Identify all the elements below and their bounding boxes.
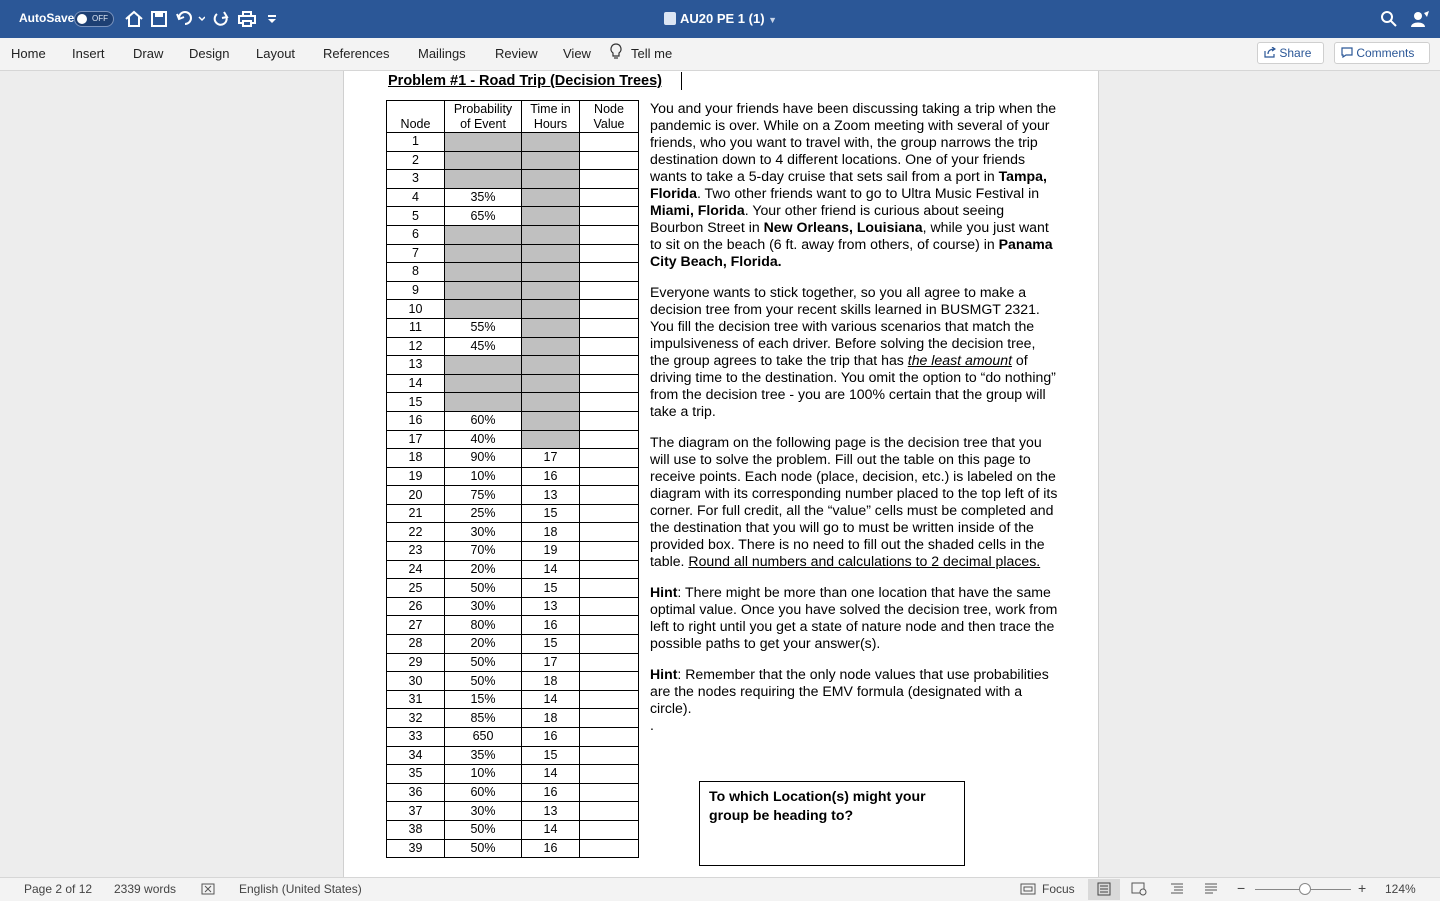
diagram-text: The diagram on the following page is the decision tree that you will use to solve the problem. Fill out the table on this page to receive points. Each node (place, decision, etc.) is labeled on the diagram with its corresponding number placed to the top left of its corner. For full credit, all the “value” cells must be completed and the destination that you will go to must be written inside of the provided box. There is no need to fill out the shaded cells in the table. — [650, 434, 1058, 569]
cell-node: 14 — [387, 374, 445, 393]
cell-probability — [445, 170, 522, 189]
cell-node-value[interactable] — [580, 709, 639, 728]
paragraph-intro — [650, 100, 1058, 270]
header-node: Node — [387, 101, 445, 133]
trailing-period: . — [650, 717, 654, 733]
cell-probability: 25% — [445, 504, 522, 523]
cell-probability — [445, 393, 522, 412]
cell-node-value[interactable] — [580, 504, 639, 523]
cell-node: 19 — [387, 467, 445, 486]
tab-layout[interactable]: Layout — [256, 46, 296, 61]
table-row — [387, 207, 639, 226]
cell-node-value[interactable] — [580, 393, 639, 412]
cell-probability: 50% — [445, 672, 522, 691]
print-icon[interactable] — [237, 9, 257, 29]
answer-box[interactable] — [699, 781, 965, 866]
print-layout-icon[interactable] — [1096, 882, 1112, 896]
paragraph-hint-1 — [650, 584, 1058, 652]
cell-node-value[interactable] — [580, 449, 639, 468]
location-new-orleans: New Orleans, Louisiana — [763, 219, 923, 235]
cell-node: 1 — [387, 133, 445, 152]
cell-time: 15 — [522, 504, 580, 523]
lightbulb-icon — [609, 43, 623, 64]
table-row — [387, 802, 639, 821]
table-row — [387, 263, 639, 282]
table-row — [387, 579, 639, 598]
cell-probability: 650 — [445, 728, 522, 747]
cell-node: 17 — [387, 430, 445, 449]
cell-probability — [445, 151, 522, 170]
table-row — [387, 635, 639, 654]
cell-node: 35 — [387, 765, 445, 784]
location-panama-city: Panama City Beach, Florida. — [650, 236, 1053, 269]
cell-probability: 90% — [445, 449, 522, 468]
cell-node-value[interactable] — [580, 728, 639, 747]
cell-time: 13 — [522, 802, 580, 821]
cell-time: 18 — [522, 709, 580, 728]
cell-time: 19 — [522, 542, 580, 561]
table-row — [387, 188, 639, 207]
cell-probability: 50% — [445, 653, 522, 672]
language[interactable]: English (United States) — [239, 882, 362, 896]
cell-node: 30 — [387, 672, 445, 691]
cell-time — [522, 356, 580, 375]
ribbon — [0, 38, 1440, 71]
toggle-knob — [77, 14, 87, 24]
cell-node: 20 — [387, 486, 445, 505]
table-row — [387, 449, 639, 468]
cell-time: 16 — [522, 467, 580, 486]
cell-time: 13 — [522, 486, 580, 505]
cell-probability: 50% — [445, 579, 522, 598]
tell-me-search[interactable]: Tell me — [631, 46, 673, 61]
cell-time — [522, 393, 580, 412]
share-label: Share — [1279, 46, 1312, 60]
cell-time: 16 — [522, 839, 580, 858]
cell-time — [522, 411, 580, 430]
hint-text-2: : Remember that the only node values that use probabilities are the nodes requiring the EMV formula (designated with a circle). — [650, 666, 1049, 716]
document-heading: Problem #1 - Road Trip (Decision Trees) — [388, 73, 662, 89]
cell-probability: 50% — [445, 820, 522, 839]
cell-time — [522, 318, 580, 337]
autosave-label: AutoSave — [19, 11, 75, 25]
cell-node-value[interactable] — [580, 356, 639, 375]
cell-node: 16 — [387, 411, 445, 430]
cell-time: 18 — [522, 523, 580, 542]
cell-time: 15 — [522, 635, 580, 654]
status-bar — [0, 877, 1440, 901]
table-row — [387, 133, 639, 152]
cell-probability: 60% — [445, 411, 522, 430]
cell-time: 17 — [522, 449, 580, 468]
table-row — [387, 356, 639, 375]
cell-node: 4 — [387, 188, 445, 207]
intro-text-2: . Two other friends want to go to Ultra Music Festival in — [696, 185, 1040, 201]
cell-time — [522, 300, 580, 319]
cell-probability — [445, 374, 522, 393]
cell-node-value[interactable] — [580, 244, 639, 263]
cell-time: 16 — [522, 616, 580, 635]
word-doc-icon — [664, 12, 676, 25]
cell-node: 7 — [387, 244, 445, 263]
tab-draw[interactable]: Draw — [133, 46, 164, 61]
share-button[interactable] — [1257, 42, 1324, 64]
table-row — [387, 597, 639, 616]
comments-label: Comments — [1356, 46, 1415, 60]
cell-node: 37 — [387, 802, 445, 821]
web-layout-icon[interactable] — [1131, 882, 1147, 896]
cell-time: 14 — [522, 765, 580, 784]
table-row — [387, 746, 639, 765]
save-icon[interactable] — [149, 9, 169, 29]
cell-time — [522, 281, 580, 300]
cell-probability: 55% — [445, 318, 522, 337]
cell-node: 36 — [387, 783, 445, 802]
autosave-state: OFF — [92, 14, 108, 23]
tab-mailings[interactable]: Mailings — [418, 46, 466, 61]
proofing-icon[interactable] — [201, 882, 217, 896]
cell-node: 12 — [387, 337, 445, 356]
table-row — [387, 281, 639, 300]
cell-node: 9 — [387, 281, 445, 300]
cell-node-value[interactable] — [580, 225, 639, 244]
cell-node-value[interactable] — [580, 486, 639, 505]
paragraph-hint-2 — [650, 666, 1058, 717]
table-body — [387, 133, 639, 858]
cell-node-value[interactable] — [580, 318, 639, 337]
autosave-toggle[interactable] — [74, 11, 114, 27]
table-row — [387, 523, 639, 542]
cell-node-value[interactable] — [580, 374, 639, 393]
decision-text-2: of driving time to the destination. You omit the option to “do nothing” from the decision tree - you are 100% certain that the group will take a trip. — [650, 352, 1056, 419]
table-row — [387, 560, 639, 579]
focus-icon[interactable] — [1020, 882, 1036, 896]
cell-node: 24 — [387, 560, 445, 579]
cell-probability: 30% — [445, 523, 522, 542]
cell-node: 23 — [387, 542, 445, 561]
table-row — [387, 616, 639, 635]
cell-probability — [445, 225, 522, 244]
intro-text-4: , while you just want to sit on the beach (6 ft. away from others, of course) in — [650, 219, 1049, 252]
cell-time — [522, 188, 580, 207]
undo-icon[interactable] — [175, 9, 205, 29]
cell-node: 10 — [387, 300, 445, 319]
intro-text-3: . Your other friend is curious about seeing Bourbon Street in — [650, 202, 1005, 235]
cell-probability: 35% — [445, 746, 522, 765]
chevron-down-icon: ▼ — [768, 15, 778, 25]
document-title-text: AU20 PE 1 (1) — [680, 11, 765, 26]
cell-node-value[interactable] — [580, 411, 639, 430]
cell-node: 34 — [387, 746, 445, 765]
table-row — [387, 225, 639, 244]
header-node-value: Node Value — [580, 101, 639, 133]
location-tampa: Tampa, Florida — [650, 168, 1047, 201]
header-probability: Probability of Event — [445, 101, 522, 133]
cell-time: 14 — [522, 820, 580, 839]
cell-node: 29 — [387, 653, 445, 672]
answer-prompt: To which Location(s) might your group be heading to? — [709, 788, 926, 823]
cell-node: 22 — [387, 523, 445, 542]
cell-node-value[interactable] — [580, 839, 639, 858]
cell-time: 13 — [522, 597, 580, 616]
hint-text-1: : There might be more than one location that have the same optimal value. Once you have solved the decision tree, work from left to right until you get a state of nature node and then trace the possible paths to get your answer(s). — [650, 584, 1058, 651]
cell-time — [522, 133, 580, 152]
cell-node: 11 — [387, 318, 445, 337]
table-row — [387, 486, 639, 505]
draft-view-icon[interactable] — [1203, 882, 1219, 896]
zoom-slider-thumb[interactable] — [1299, 883, 1311, 895]
cell-probability: 50% — [445, 839, 522, 858]
cell-probability: 80% — [445, 616, 522, 635]
tab-view[interactable]: View — [563, 46, 591, 61]
table-row — [387, 411, 639, 430]
table-row — [387, 430, 639, 449]
table-row — [387, 318, 639, 337]
header-time: Time in Hours — [522, 101, 580, 133]
cell-node-value[interactable] — [580, 542, 639, 561]
cell-node-value[interactable] — [580, 207, 639, 226]
cell-time: 14 — [522, 690, 580, 709]
cell-node-value[interactable] — [580, 523, 639, 542]
table-row — [387, 765, 639, 784]
cell-node-value[interactable] — [580, 672, 639, 691]
cell-probability: 75% — [445, 486, 522, 505]
cell-node-value[interactable] — [580, 170, 639, 189]
cell-node: 13 — [387, 356, 445, 375]
document-page[interactable] — [343, 71, 1099, 877]
cell-time — [522, 207, 580, 226]
cell-probability: 70% — [445, 542, 522, 561]
focus-label[interactable]: Focus — [1042, 882, 1075, 896]
table-row — [387, 709, 639, 728]
table-row — [387, 244, 639, 263]
cell-probability: 10% — [445, 467, 522, 486]
zoom-in-icon[interactable]: + — [1358, 880, 1367, 896]
cell-node-value[interactable] — [580, 635, 639, 654]
cell-probability: 60% — [445, 783, 522, 802]
cell-node: 33 — [387, 728, 445, 747]
decision-text-1: Everyone wants to stick together, so you all agree to make a decision tree from your recent skills learned in BUSMGT 2321. You fill the decision tree with various scenarios that match the impulsiveness of each driver. Before solving the decision tree, the group agrees to take the trip that has — [650, 284, 1040, 368]
cell-node-value[interactable] — [580, 281, 639, 300]
instructions-text — [650, 100, 1058, 734]
tab-insert[interactable]: Insert — [72, 46, 105, 61]
cell-node-value[interactable] — [580, 467, 639, 486]
cell-node-value[interactable] — [580, 151, 639, 170]
tab-references[interactable]: References — [323, 46, 390, 61]
comments-button[interactable] — [1334, 42, 1430, 64]
table-row — [387, 504, 639, 523]
cell-time: 15 — [522, 746, 580, 765]
comment-icon — [1341, 46, 1356, 60]
cell-node-value[interactable] — [580, 765, 639, 784]
table-row — [387, 151, 639, 170]
tab-review[interactable]: Review — [495, 46, 538, 61]
cell-probability: 65% — [445, 207, 522, 226]
cell-node-value[interactable] — [580, 133, 639, 152]
outline-view-icon[interactable] — [1169, 882, 1185, 896]
cell-node: 27 — [387, 616, 445, 635]
cell-node: 32 — [387, 709, 445, 728]
share-icon — [1264, 46, 1279, 60]
table-row — [387, 393, 639, 412]
account-icon[interactable] — [1410, 9, 1430, 29]
cell-node: 6 — [387, 225, 445, 244]
title-bar — [0, 0, 1440, 38]
paragraph-decision — [650, 284, 1058, 420]
cell-node-value[interactable] — [580, 616, 639, 635]
table-row — [387, 467, 639, 486]
least-amount-emphasis: the least amount — [907, 352, 1012, 368]
hint-label-1: Hint — [650, 584, 678, 600]
cell-node-value[interactable] — [580, 690, 639, 709]
page-count[interactable]: Page 2 of 12 — [24, 882, 93, 896]
cell-node: 38 — [387, 820, 445, 839]
cell-time — [522, 244, 580, 263]
cell-node-value[interactable] — [580, 597, 639, 616]
cell-node: 15 — [387, 393, 445, 412]
cell-probability: 15% — [445, 690, 522, 709]
cell-node-value[interactable] — [580, 579, 639, 598]
cell-node-value[interactable] — [580, 820, 639, 839]
cell-probability: 30% — [445, 802, 522, 821]
cell-node-value[interactable] — [580, 783, 639, 802]
cell-probability — [445, 300, 522, 319]
cell-node-value[interactable] — [580, 653, 639, 672]
node-table — [386, 100, 639, 858]
cell-node: 5 — [387, 207, 445, 226]
cell-node: 18 — [387, 449, 445, 468]
table-row — [387, 672, 639, 691]
cell-time — [522, 337, 580, 356]
cell-probability: 10% — [445, 765, 522, 784]
table-row — [387, 728, 639, 747]
cell-time: 15 — [522, 579, 580, 598]
cell-probability: 20% — [445, 560, 522, 579]
cell-probability — [445, 263, 522, 282]
search-icon[interactable] — [1379, 9, 1399, 29]
table-row — [387, 839, 639, 858]
tab-home[interactable]: Home — [11, 46, 46, 61]
cell-time: 18 — [522, 672, 580, 691]
cell-time: 14 — [522, 560, 580, 579]
paragraph-diagram — [650, 434, 1058, 570]
table-row — [387, 542, 639, 561]
cell-time — [522, 263, 580, 282]
cell-time — [522, 151, 580, 170]
cell-node-value[interactable] — [580, 746, 639, 765]
rounding-note: Round all numbers and calculations to 2 decimal places. — [688, 553, 1041, 569]
cell-node: 8 — [387, 263, 445, 282]
cell-probability — [445, 281, 522, 300]
cell-node: 25 — [387, 579, 445, 598]
cell-probability: 85% — [445, 709, 522, 728]
cell-time — [522, 430, 580, 449]
table-row — [387, 170, 639, 189]
table-row — [387, 690, 639, 709]
cell-time — [522, 225, 580, 244]
text-cursor — [681, 72, 682, 90]
table-row — [387, 300, 639, 319]
hint-label-2: Hint — [650, 666, 678, 682]
cell-probability — [445, 133, 522, 152]
table-row — [387, 653, 639, 672]
home-icon[interactable] — [124, 9, 144, 29]
intro-text-1: You and your friends have been discussing taking a trip when the pandemic is over. While on a Zoom meeting with several of your friends, who you want to travel with, the group narrows the trip destination down to 4 different locations. One of your friends wants to take a 5-day cruise that sets sail from a port in — [650, 100, 1057, 184]
cell-node: 21 — [387, 504, 445, 523]
table-row — [387, 374, 639, 393]
cell-time — [522, 374, 580, 393]
zoom-out-icon[interactable]: − — [1237, 880, 1246, 896]
cell-node-value[interactable] — [580, 188, 639, 207]
cell-probability — [445, 356, 522, 375]
table-row — [387, 337, 639, 356]
table-row — [387, 820, 639, 839]
cell-probability: 30% — [445, 597, 522, 616]
table-header-row — [387, 101, 639, 133]
cell-probability: 40% — [445, 430, 522, 449]
cell-probability: 45% — [445, 337, 522, 356]
cell-node-value[interactable] — [580, 430, 639, 449]
cell-node-value[interactable] — [580, 300, 639, 319]
cell-node-value[interactable] — [580, 337, 639, 356]
document-title[interactable] — [664, 11, 777, 26]
tab-design[interactable]: Design — [189, 46, 230, 61]
cell-time: 16 — [522, 728, 580, 747]
customize-toolbar-icon[interactable] — [262, 9, 282, 29]
cell-time: 17 — [522, 653, 580, 672]
cell-node: 31 — [387, 690, 445, 709]
cell-time — [522, 170, 580, 189]
cell-node-value[interactable] — [580, 802, 639, 821]
table-row — [387, 783, 639, 802]
zoom-level[interactable]: 124% — [1385, 882, 1416, 896]
cell-probability — [445, 244, 522, 263]
redo-icon[interactable] — [211, 9, 231, 29]
cell-node: 26 — [387, 597, 445, 616]
cell-node: 3 — [387, 170, 445, 189]
cell-time: 16 — [522, 783, 580, 802]
cell-probability: 20% — [445, 635, 522, 654]
cell-node: 39 — [387, 839, 445, 858]
cell-node: 2 — [387, 151, 445, 170]
cell-node-value[interactable] — [580, 560, 639, 579]
cell-probability: 35% — [445, 188, 522, 207]
cell-node: 28 — [387, 635, 445, 654]
location-miami: Miami, Florida — [650, 202, 745, 218]
word-count[interactable]: 2339 words — [114, 882, 177, 896]
cell-node-value[interactable] — [580, 263, 639, 282]
